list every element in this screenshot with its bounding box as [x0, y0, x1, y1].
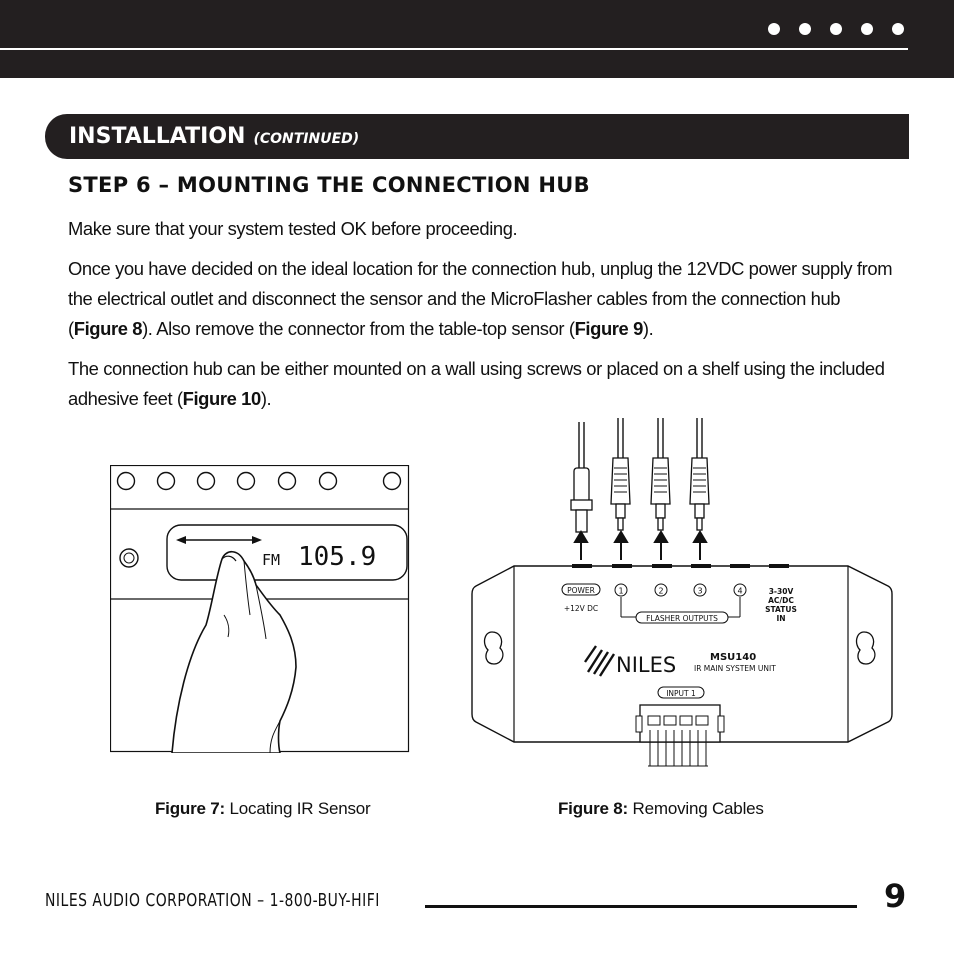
- power-voltage: +12V DC: [563, 604, 599, 613]
- status-line-3: STATUS: [765, 605, 797, 614]
- dot-icon: [830, 23, 842, 35]
- section-title-text: INSTALLATION: [69, 124, 246, 149]
- dot-icon: [892, 23, 904, 35]
- section-subtitle: (CONTINUED): [253, 131, 360, 147]
- footer-company: NILES AUDIO CORPORATION – 1-800-BUY-HIFI: [45, 890, 380, 911]
- dot-icon: [768, 23, 780, 35]
- figure-8-illustration: [468, 410, 898, 770]
- paragraph-disconnect: [68, 254, 898, 344]
- figure-8-caption: [558, 799, 764, 819]
- step-title: STEP 6 – MOUNTING THE CONNECTION HUB: [68, 173, 590, 197]
- unit-description: IR MAIN SYSTEM UNIT: [694, 664, 776, 673]
- header-dots: [768, 23, 904, 35]
- port-1: 1: [618, 586, 624, 596]
- status-line-1: 3-30V: [768, 587, 794, 596]
- section-banner: [45, 114, 909, 159]
- footer-rule: [425, 905, 857, 908]
- paragraph-text: ).: [642, 318, 654, 339]
- paragraph-text: ).: [260, 388, 272, 409]
- section-title: [69, 124, 359, 149]
- paragraph-text: ). Also remove the connector from the table-top sensor (: [142, 318, 575, 339]
- paragraph-text: The connection hub can be either mounted on a wall using screws or placed on a shelf using the included adhesive feet (: [68, 358, 885, 409]
- figure-7-illustration: [110, 465, 410, 753]
- header-rule: [0, 48, 908, 50]
- port-3: 3: [697, 586, 703, 596]
- port-2: 2: [658, 586, 664, 596]
- page-number: 9: [884, 877, 907, 915]
- header-bar: [0, 0, 954, 78]
- paragraph-mounting: [68, 354, 898, 414]
- figure-reference: Figure 8: [73, 318, 143, 339]
- dot-icon: [799, 23, 811, 35]
- figure-reference: Figure 10: [182, 388, 261, 409]
- figure-reference: Figure 9: [574, 318, 643, 339]
- caption-label: Figure 7:: [155, 799, 225, 818]
- figure-7-caption: [155, 799, 371, 819]
- status-line-4: IN: [776, 614, 786, 623]
- brand-name: NILES: [616, 653, 677, 677]
- flasher-outputs-label: FLASHER OUTPUTS: [646, 614, 718, 623]
- status-line-2: AC/DC: [768, 596, 794, 605]
- port-4: 4: [737, 586, 743, 596]
- caption-text: Locating IR Sensor: [225, 799, 371, 818]
- model-name: MSU140: [710, 652, 757, 663]
- radio-band: FM: [262, 551, 281, 569]
- paragraph-intro: Make sure that your system tested OK before proceeding.: [68, 218, 518, 239]
- power-label: POWER: [567, 586, 595, 595]
- radio-frequency: 105.9: [298, 542, 377, 572]
- dot-icon: [861, 23, 873, 35]
- caption-text: Removing Cables: [628, 799, 764, 818]
- caption-label: Figure 8:: [558, 799, 628, 818]
- paragraph-text: Once you have decided on the ideal location for the connection hub, unplug the 12VDC power supply from the electrical outlet and disconnect the sensor and the MicroFlasher cables from the connection hub (: [68, 258, 893, 339]
- input-label: INPUT 1: [666, 689, 696, 698]
